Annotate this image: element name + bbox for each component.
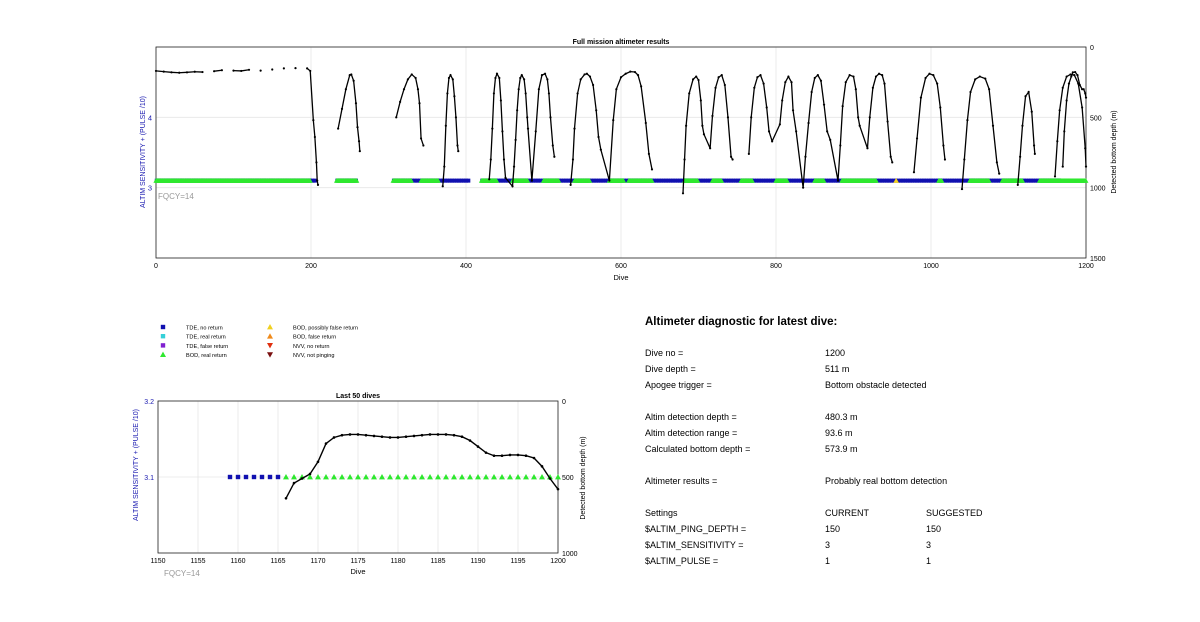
bottom-depth-point — [469, 439, 472, 442]
bottom-depth-point — [845, 81, 847, 83]
bottom-depth-point — [756, 76, 758, 78]
bottom-chart-ylabel-left: ALTIM SENSITIVITY + (PULSE /10) — [133, 409, 140, 521]
bottom-depth-point — [1024, 95, 1026, 97]
bottom-y-right-tick-label: 0 — [562, 399, 566, 406]
bottom-depth-line — [683, 75, 733, 193]
bottom-depth-point — [753, 87, 755, 89]
top-chart-ylabel-left: ALTIM SENSITIVITY + (PULSE /10) — [140, 96, 147, 208]
bottom-depth-point — [700, 99, 702, 101]
bottom-depth-point — [814, 77, 816, 79]
bottom-depth-point — [787, 75, 789, 77]
bottom-depth-line — [962, 77, 999, 190]
top-x-tick-label: 200 — [305, 263, 317, 270]
bottom-depth-point — [1084, 92, 1086, 94]
bottom-depth-point — [714, 87, 716, 89]
bottom-depth-point — [891, 161, 893, 163]
bottom-depth-point — [645, 122, 647, 124]
bottom-depth-point — [724, 84, 726, 86]
bottom-chart-x-ticks — [150, 558, 565, 565]
bottom-depth-point — [634, 71, 636, 73]
bottom-depth-point — [939, 106, 941, 108]
bottom-depth-point — [405, 435, 408, 438]
bottom-depth-point — [849, 74, 851, 76]
bottom-depth-point — [1063, 130, 1065, 132]
diagnostic-title: Altimeter diagnostic for latest dive: — [645, 316, 838, 328]
bottom-depth-point — [525, 454, 528, 457]
bottom-depth-point — [397, 436, 400, 439]
bottom-depth-point — [883, 82, 885, 84]
bottom-depth-point — [648, 153, 650, 155]
bottom-depth-point — [807, 122, 809, 124]
bottom-depth-point — [501, 454, 504, 457]
bottom-depth-point — [913, 171, 915, 173]
bottom-depth-point — [682, 192, 684, 194]
bottom-depth-point — [998, 173, 1000, 175]
bottom-depth-point — [437, 433, 440, 436]
top-chart-right-ticks — [1090, 45, 1106, 263]
setting-ping-depth: $ALTIM_PING_DEPTH = 150 150 — [645, 524, 942, 534]
bottom-x-tick-label: 1155 — [190, 558, 206, 565]
bottom-depth-point — [1072, 71, 1074, 73]
bottom-depth-point — [826, 130, 828, 132]
bottom-depth-point — [1017, 184, 1019, 186]
bottom-depth-point — [795, 130, 797, 132]
bottom-depth-point — [837, 180, 839, 182]
tde-no-return-marker — [260, 475, 264, 479]
bottom-depth-point — [293, 482, 296, 485]
top-chart-xlabel: Dive — [613, 273, 629, 282]
top-chart-ylabel-right: Detected bottom depth (m) — [1111, 110, 1118, 194]
bottom-depth-point — [357, 433, 360, 436]
bottom-depth-point — [1033, 144, 1035, 146]
bottom-depth-point — [625, 73, 627, 75]
bottom-depth-point — [811, 91, 813, 93]
bottom-depth-point — [790, 81, 792, 83]
bottom-depth-point — [817, 74, 819, 76]
bottom-x-tick-label: 1195 — [510, 558, 526, 565]
bottom-depth-point — [365, 434, 368, 437]
bottom-x-tick-label: 1150 — [150, 558, 166, 565]
tde-no-return-marker — [236, 475, 240, 479]
bottom-depth-point — [711, 115, 713, 117]
bottom-depth-point — [748, 153, 750, 155]
bottom-depth-point — [688, 92, 690, 94]
bottom-depth-point — [1021, 125, 1023, 127]
bottom-depth-point — [1059, 109, 1061, 111]
bottom-depth-point — [1079, 84, 1081, 86]
tde-no-return-marker — [244, 475, 248, 479]
bottom-depth-point — [936, 82, 938, 84]
legend-label: BOD, possibly false return — [293, 325, 358, 332]
bottom-x-tick-label: 1170 — [310, 558, 326, 565]
bottom-depth-point — [875, 75, 877, 77]
bottom-depth-point — [620, 76, 622, 78]
bottom-depth-point — [979, 75, 981, 77]
bottom-depth-point — [932, 74, 934, 76]
bottom-depth-point — [695, 75, 697, 77]
bottom-x-tick-label: 1190 — [470, 558, 486, 565]
bottom-depth-point — [461, 435, 464, 438]
top-x-tick-label: 600 — [615, 263, 627, 270]
top-y-left-tick-label: 3 — [147, 183, 152, 193]
bottom-depth-point — [1085, 165, 1087, 167]
bottom-depth-point — [781, 99, 783, 101]
bottom-depth-point — [1085, 97, 1087, 99]
bottom-depth-point — [640, 85, 642, 87]
bottom-chart-xlabel: Dive — [350, 567, 366, 576]
bottom-depth-point — [541, 465, 544, 468]
bottom-depth-point — [697, 79, 699, 81]
bottom-depth-point — [629, 71, 631, 73]
bottom-depth-point — [924, 77, 926, 79]
bottom-y-left-tick-label: 3.2 — [144, 399, 154, 406]
bottom-depth-point — [852, 75, 854, 77]
top-chart-fqcy: FQCY=14 — [158, 192, 194, 201]
bottom-depth-point — [285, 497, 288, 500]
bottom-depth-point — [920, 97, 922, 99]
bottom-depth-point — [485, 451, 488, 454]
bottom-chart-ylabel-right: Detected bottom depth (m) — [580, 436, 587, 520]
diag-row-dive-depth: Dive depth = 511 m — [645, 364, 850, 374]
bottom-depth-point — [1034, 153, 1036, 155]
bottom-chart-fqcy: FQCY=14 — [164, 569, 200, 578]
bottom-depth-point — [969, 91, 971, 93]
bottom-chart-right-ticks — [562, 399, 578, 558]
bottom-depth-point — [855, 88, 857, 90]
bottom-y-right-tick-label: 500 — [562, 475, 574, 482]
bottom-depth-point — [1054, 175, 1056, 177]
bottom-depth-point — [1074, 71, 1076, 73]
bottom-depth-point — [637, 74, 639, 76]
bottom-depth-point — [942, 144, 944, 146]
bottom-depth-point — [718, 76, 720, 78]
tde-no-return-marker — [228, 475, 232, 479]
bottom-depth-line — [749, 74, 892, 188]
bottom-depth-point — [1073, 74, 1075, 76]
bottom-depth-point — [477, 445, 480, 448]
bottom-x-tick-label: 1200 — [550, 558, 566, 565]
bottom-y-right-tick-label: 1000 — [562, 551, 578, 558]
bottom-depth-point — [685, 125, 687, 127]
bottom-depth-point — [887, 120, 889, 122]
bottom-depth-point — [771, 140, 773, 142]
top-x-tick-label: 1000 — [923, 263, 939, 270]
bottom-depth-point — [996, 161, 998, 163]
bottom-depth-point — [309, 473, 312, 476]
top-x-tick-label: 0 — [154, 263, 158, 270]
bottom-depth-point — [1056, 140, 1058, 142]
bottom-x-tick-label: 1180 — [390, 558, 406, 565]
bottom-depth-point — [389, 436, 392, 439]
bottom-depth-point — [792, 109, 794, 111]
diag-row-calculated-bottom-depth: Calculated bottom depth = 573.9 m — [645, 444, 858, 454]
bottom-depth-point — [866, 147, 868, 149]
bottom-depth-point — [413, 435, 416, 438]
bottom-depth-point — [301, 477, 304, 480]
bottom-x-tick-label: 1175 — [350, 558, 366, 565]
setting-sensitivity: $ALTIM_SENSITIVITY = 3 3 — [645, 540, 932, 550]
bottom-depth-point — [869, 116, 871, 118]
bottom-depth-point — [325, 442, 328, 445]
legend-label: TDE, real return — [186, 334, 226, 341]
bottom-x-tick-label: 1165 — [270, 558, 286, 565]
top-x-tick-label: 400 — [460, 263, 472, 270]
bottom-depth-point — [317, 461, 320, 464]
bottom-depth-point — [703, 133, 705, 135]
setting-pulse: $ALTIM_PULSE = 1 1 — [645, 556, 932, 566]
bottom-depth-point — [349, 433, 352, 436]
bottom-depth-point — [872, 87, 874, 89]
bottom-depth-point — [1031, 111, 1033, 113]
bottom-depth-point — [784, 81, 786, 83]
bottom-depth-point — [1070, 75, 1072, 77]
bottom-depth-point — [509, 454, 512, 457]
bottom-y-left-tick-label: 3.1 — [144, 475, 154, 482]
top-y-right-tick-label: 1500 — [1090, 256, 1106, 263]
bottom-depth-point — [842, 105, 844, 107]
bottom-depth-point — [763, 82, 765, 84]
bottom-depth-point — [804, 156, 806, 158]
bottom-depth-point — [759, 74, 761, 76]
bottom-depth-point — [1062, 165, 1064, 167]
bottom-depth-point — [779, 123, 781, 125]
bottom-depth-point — [766, 106, 768, 108]
tde-no-return-marker — [268, 475, 272, 479]
bottom-depth-point — [829, 139, 831, 141]
bottom-depth-point — [692, 78, 694, 80]
bottom-depth-point — [974, 78, 976, 80]
bottom-depth-point — [984, 78, 986, 80]
legend-label: BOD, false return — [293, 334, 337, 341]
bottom-depth-point — [1084, 147, 1086, 149]
bottom-depth-point — [1019, 156, 1021, 158]
top-y-right-tick-label: 0 — [1090, 45, 1094, 52]
top-y-right-tick-label: 1000 — [1090, 185, 1106, 193]
bottom-depth-point — [916, 137, 918, 139]
bottom-depth-point — [373, 435, 376, 438]
bottom-depth-point — [750, 116, 752, 118]
bottom-depth-point — [890, 156, 892, 158]
bottom-depth-point — [727, 116, 729, 118]
legend-label: TDE, no return — [186, 325, 223, 332]
bottom-depth-point — [445, 433, 448, 436]
bottom-depth-point — [701, 125, 703, 127]
bottom-depth-point — [878, 73, 880, 75]
bottom-depth-point — [1083, 88, 1085, 90]
diag-row-altimeter-results: Altimeter results = Probably real bottom detection — [645, 476, 948, 486]
bottom-depth-point — [721, 74, 723, 76]
diag-row-altim-detection-depth: Altim detection depth = 480.3 m — [645, 412, 858, 422]
bottom-depth-point — [732, 158, 734, 160]
bottom-depth-point — [1066, 99, 1068, 101]
bottom-depth-point — [517, 454, 520, 457]
diag-row-altim-detection-range: Altim detection range = 93.6 m — [645, 428, 853, 438]
bottom-depth-point — [651, 168, 653, 170]
bottom-depth-point — [823, 104, 825, 106]
top-x-tick-label: 800 — [770, 263, 782, 270]
bottom-x-tick-label: 1160 — [230, 558, 246, 565]
bottom-depth-point — [341, 434, 344, 437]
tde-no-return-marker — [276, 475, 280, 479]
settings-header: Settings CURRENT SUGGESTED — [645, 508, 983, 518]
top-chart-title: Full mission altimeter results — [572, 39, 670, 46]
legend-label: BOD, real return — [186, 353, 227, 359]
bottom-chart-left-ticks — [144, 399, 154, 482]
bottom-depth-point — [1062, 87, 1064, 89]
top-y-left-tick-label: 4 — [147, 113, 152, 123]
bottom-depth-point — [1076, 74, 1078, 76]
bottom-depth-point — [881, 74, 883, 76]
top-x-tick-label: 1200 — [1078, 263, 1094, 270]
bottom-depth-point — [333, 436, 336, 439]
bottom-depth-point — [730, 156, 732, 158]
bottom-depth-point — [839, 144, 841, 146]
legend-label: TDE, false return — [186, 343, 229, 350]
bottom-depth-point — [709, 147, 711, 149]
bottom-depth-point — [1028, 91, 1030, 93]
bottom-depth-point — [381, 435, 384, 438]
bottom-chart-bod-markers — [283, 474, 561, 479]
bottom-depth-point — [820, 80, 822, 82]
bottom-depth-point — [963, 158, 965, 160]
bottom-depth-point — [1066, 75, 1068, 77]
bottom-depth-point — [988, 88, 990, 90]
bottom-depth-line — [1018, 92, 1035, 185]
bottom-depth-point — [421, 434, 424, 437]
bottom-depth-point — [453, 434, 456, 437]
tde-no-return-marker — [252, 475, 256, 479]
bottom-chart-title: Last 50 dives — [336, 393, 380, 400]
diag-row-dive-no: Dive no = 1200 — [645, 348, 846, 358]
legend-label: NVV, not pinging — [293, 353, 335, 359]
legend-label: NVV, no return — [293, 343, 330, 350]
bottom-depth-point — [802, 187, 804, 189]
bottom-depth-point — [493, 454, 496, 457]
bottom-depth-point — [768, 130, 770, 132]
bottom-depth-point — [992, 125, 994, 127]
bottom-depth-point — [429, 433, 432, 436]
top-y-right-tick-label: 500 — [1090, 115, 1102, 123]
bottom-depth-point — [966, 119, 968, 121]
bottom-depth-point — [928, 73, 930, 75]
bottom-depth-point — [1081, 106, 1083, 108]
bottom-depth-point — [549, 477, 552, 480]
bottom-depth-point — [944, 158, 946, 160]
bottom-depth-point — [1068, 82, 1070, 84]
bottom-depth-point — [859, 125, 861, 127]
diag-row-apogee-trigger: Apogee trigger = Bottom obstacle detected — [645, 380, 927, 390]
bottom-depth-point — [557, 488, 560, 491]
bottom-depth-point — [961, 188, 963, 190]
bottom-x-tick-label: 1185 — [430, 558, 446, 565]
bottom-depth-line — [914, 74, 945, 172]
bottom-depth-point — [683, 158, 685, 160]
bottom-depth-point — [533, 457, 536, 460]
bottom-depth-point — [857, 116, 859, 118]
